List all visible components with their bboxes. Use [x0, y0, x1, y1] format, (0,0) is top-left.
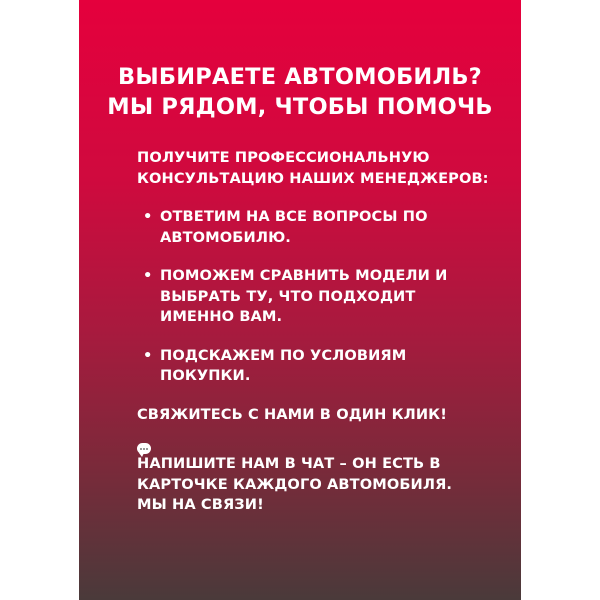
list-item: [137, 346, 497, 387]
list-item: [137, 266, 497, 328]
benefit-line: ПОДСКАЖЕМ ПО УСЛОВИЯМ: [160, 346, 407, 364]
intro-line-1: ПОЛУЧИТЕ ПРОФЕССИОНАЛЬНУЮ: [137, 149, 430, 166]
closing-line-2: КАРТОЧКЕ КАЖДОГО АВТОМОБИЛЯ.: [137, 475, 453, 493]
benefit-line: ИМЕННО ВАМ.: [160, 308, 283, 325]
benefit-line: ПОМОЖЕМ СРАВНИТЬ МОДЕЛИ И: [160, 267, 448, 284]
bullet-icon: •: [143, 208, 153, 225]
headline: [79, 62, 521, 122]
promo-card: [79, 0, 521, 600]
body-text: [137, 148, 497, 516]
headline-line-1: ВЫБИРАЕТЕ АВТОМОБИЛЬ?: [118, 64, 482, 90]
closing-line-1-text: НАПИШИТЕ НАМ В ЧАТ – ОН ЕСТЬ В: [137, 455, 441, 472]
call-to-action: СВЯЖИТЕСЬ С НАМИ В ОДИН КЛИК!: [137, 405, 447, 423]
closing-line-1: [137, 443, 497, 475]
benefit-line: ОТВЕТИМ НА ВСЕ ВОПРОСЫ ПО: [160, 208, 428, 225]
benefits-list: [137, 207, 497, 387]
headline-line-2: МЫ РЯДОМ, ЧТОБЫ ПОМОЧЬ: [107, 94, 493, 120]
speech-bubble-icon: [137, 443, 151, 454]
closing-text: [137, 443, 497, 516]
benefit-line: АВТОМОБИЛЮ.: [160, 228, 291, 246]
intro-line-2: КОНСУЛЬТАЦИЮ НАШИХ МЕНЕДЖЕРОВ:: [137, 169, 489, 187]
intro-text: [137, 148, 497, 189]
bullet-icon: •: [143, 267, 153, 284]
list-item: [137, 207, 497, 248]
bullet-icon: •: [143, 346, 153, 364]
closing-line-3: МЫ НА СВЯЗИ!: [137, 496, 264, 513]
benefit-line: ВЫБРАТЬ ТУ, ЧТО ПОДХОДИТ: [160, 287, 416, 305]
benefit-line: ПОКУПКИ.: [160, 367, 251, 384]
